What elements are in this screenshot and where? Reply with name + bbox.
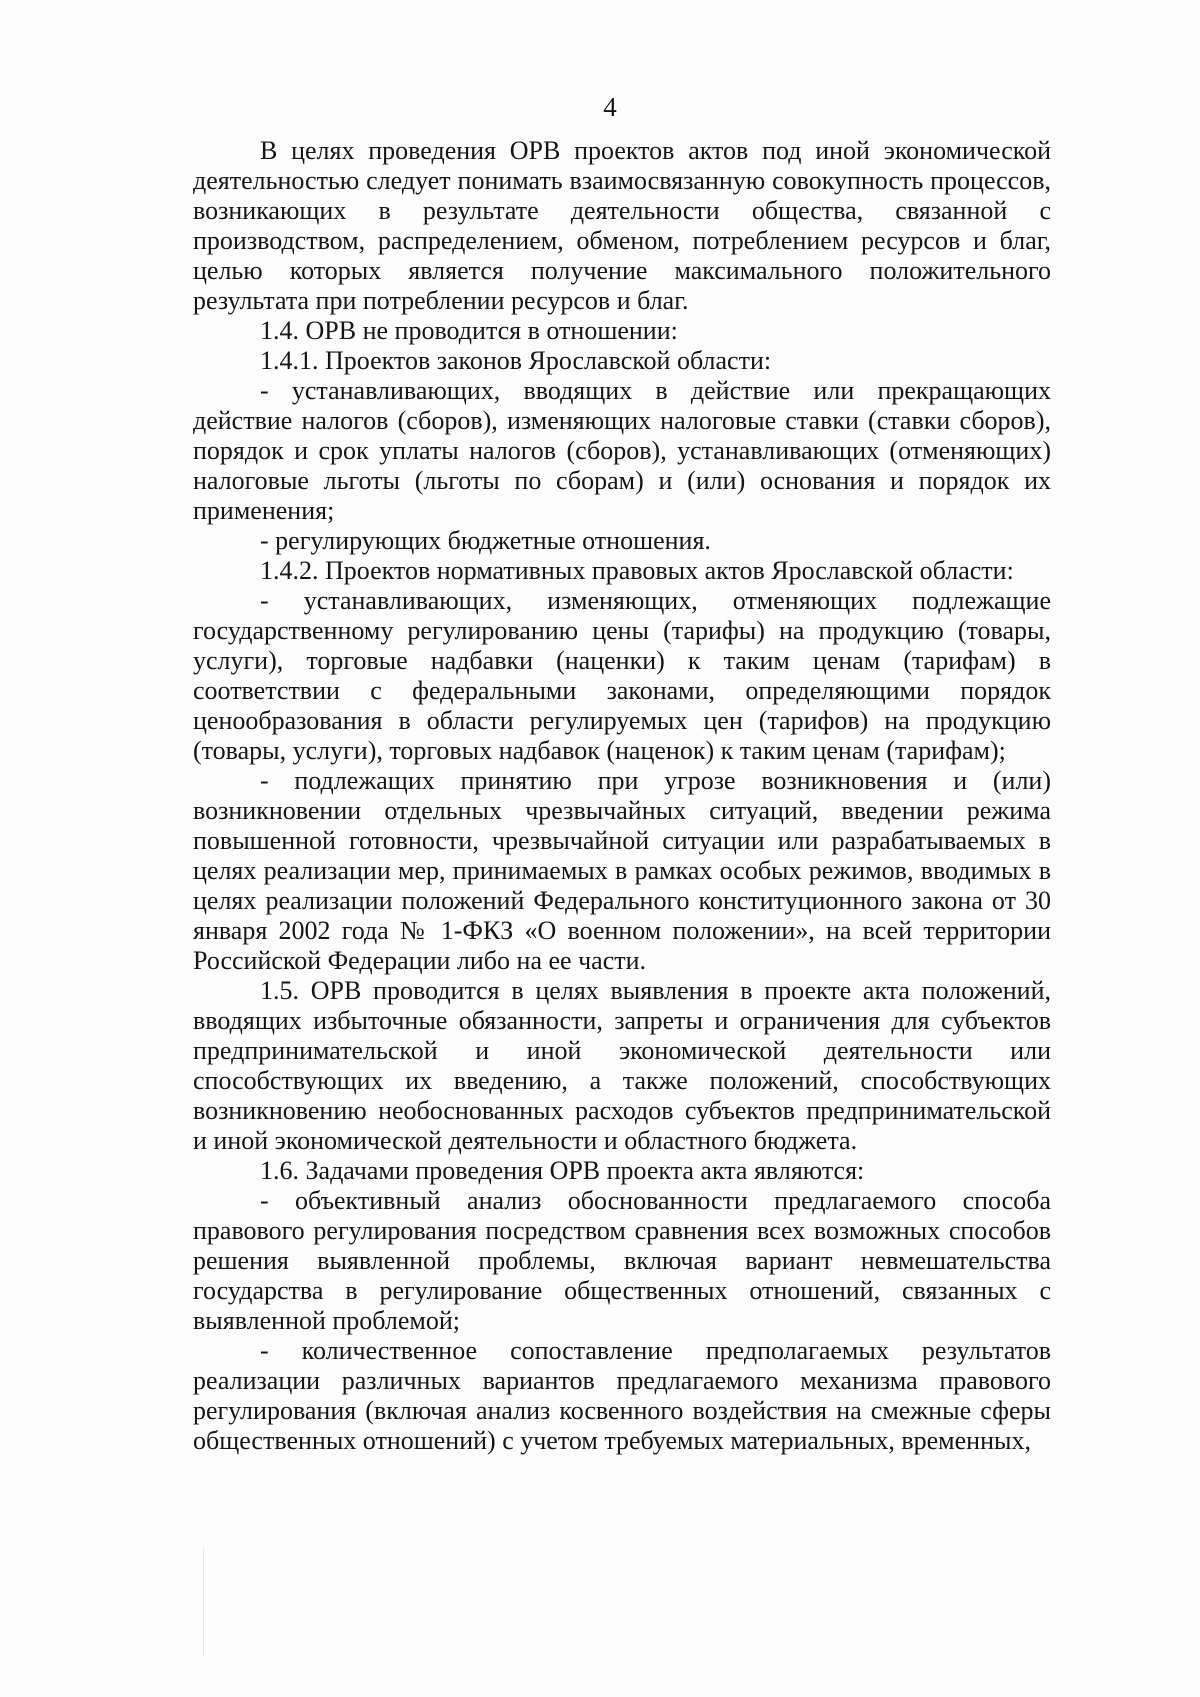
list-item-price-regulation: - устанавливающих, изменяющих, отменяющих подлежащие государственному регулированию цены (тарифы) на продукцию (товары, услуги), торговые надбавки (наценки) к таким ценам (тарифам) в соответствии с федеральными законами, определяющими порядок ценообразования в области регулируемых цен (тарифов) на продукцию (товары, услуги), торговых надбавок (наценок) к таким ценам (тарифам); <box>193 586 1051 765</box>
list-item-budget-relations: - регулирующих бюджетные отношения. <box>260 526 711 555</box>
list-item-objective-analysis: - объективный анализ обоснованности предлагаемого способа правового регулирования посредством сравнения всех возможных способов решения выявленной проблемы, включая вариант невмешательства государства в регулирование общественных отношений, связанных с выявленной проблемой; <box>193 1186 1051 1335</box>
scan-edge-mark <box>203 1547 204 1657</box>
paragraph-economic-activity-definition: В целях проведения ОРВ проектов актов под иной экономической деятельностью следует понимать взаимосвязанную совокупность процессов, возникающих в результате деятельности общества, связанной с производством, распределением, обменом, потреблением ресурсов и благ, целью которых является получение максимального положительного результата при потреблении ресурсов и благ. <box>193 136 1051 315</box>
document-body <box>193 136 1051 1456</box>
list-item-emergency-acts: - подлежащих принятию при угрозе возникновения и (или) возникновении отдельных чрезвычайных ситуаций, введении режима повышенной готовности, чрезвычайной ситуации или разрабатываемых в целях реализации мер, принимаемых в рамках особых режимов, вводимых в целях реализации положений Федерального конституционного закона от 30 января 2002 года № 1-ФКЗ «О военном положении», на всей территории Российской Федерации либо на ее части. <box>193 766 1051 975</box>
paragraph-1-5-purpose: 1.5. ОРВ проводится в целях выявления в проекте акта положений, вводящих избыточные обязанности, запреты и ограничения для субъектов предпринимательской и иной экономической деятельности или способствующих их введению, а также положений, способствующих возникновению необоснованных расходов субъектов предпринимательской и иной экономической деятельности и областного бюджета. <box>193 976 1051 1155</box>
paragraph-1-6-heading: 1.6. Задачами проведения ОРВ проекта акта являются: <box>260 1156 865 1185</box>
paragraph-1-4-heading: 1.4. ОРВ не проводится в отношении: <box>260 316 678 345</box>
page-number: 4 <box>603 92 617 122</box>
paragraph-1-4-1-heading: 1.4.1. Проектов законов Ярославской области: <box>260 346 772 375</box>
paragraph-1-4-2-heading: 1.4.2. Проектов нормативных правовых актов Ярославской области: <box>260 556 1014 585</box>
list-item-quantitative-comparison: - количественное сопоставление предполагаемых результатов реализации различных вариантов предлагаемого механизма правового регулирования (включая анализ косвенного воздействия на смежные сферы общественных отношений) с учетом требуемых материальных, временных, <box>193 1336 1051 1455</box>
list-item-tax-laws: - устанавливающих, вводящих в действие или прекращающих действие налогов (сборов), изменяющих налоговые ставки (ставки сборов), порядок и срок уплаты налогов (сборов), устанавливающих (отменяющих) налоговые льготы (льготы по сборам) и (или) основания и порядок их применения; <box>193 376 1051 525</box>
